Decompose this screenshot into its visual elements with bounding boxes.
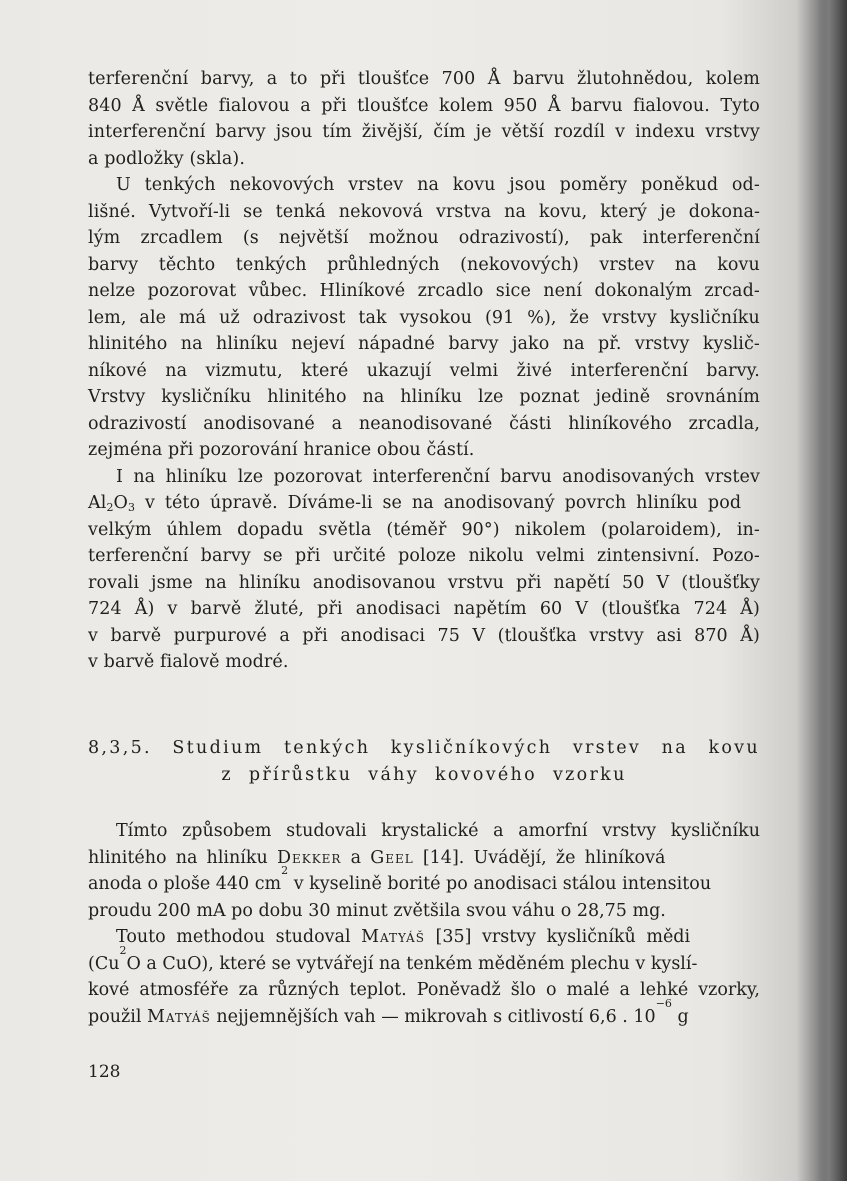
word: indexu	[635, 122, 696, 142]
word: od-	[731, 175, 760, 195]
superscript: 2	[281, 864, 289, 877]
text-line	[88, 596, 760, 623]
text-segment: g	[671, 1006, 689, 1027]
word: dopadu	[237, 519, 304, 540]
text-line	[88, 490, 760, 517]
heading-word: kovového	[434, 765, 537, 785]
text-segment: použil	[88, 1006, 147, 1027]
paragraph-1	[88, 66, 760, 172]
word: (tloušťka	[601, 599, 681, 619]
paragraph-3	[88, 464, 760, 676]
word: při	[321, 95, 347, 116]
text-line	[88, 199, 760, 226]
word: v	[88, 625, 98, 646]
word: tloušťce	[357, 95, 429, 116]
heading-word: vrstev	[572, 738, 642, 758]
word: žluté,	[254, 599, 305, 619]
text-segment: v této úpravě. Díváme-li se na anodisovaný povrch hliníku pod	[135, 493, 742, 513]
word: žlutohnědou,	[576, 69, 694, 89]
word: hlinitého	[88, 334, 168, 354]
word: jsme	[151, 572, 193, 593]
section-heading-line-1	[88, 735, 760, 762]
word: poněkud	[640, 175, 719, 195]
word: velkým	[88, 519, 152, 540]
book-spine-shadow	[817, 0, 847, 1181]
word: vrstev	[704, 466, 760, 487]
word: anodisované	[203, 413, 315, 434]
word: kovu,	[538, 201, 588, 222]
word: a	[279, 625, 290, 646]
word: anodisaci	[355, 599, 441, 619]
word: při	[295, 546, 321, 566]
word: kysličníku	[161, 387, 252, 407]
word: možnou	[368, 228, 439, 248]
page-number: 128	[88, 1062, 121, 1082]
word: U	[116, 175, 131, 195]
word: světla	[318, 519, 372, 540]
word: se	[263, 546, 283, 566]
text-line	[88, 818, 760, 845]
word: různých	[268, 980, 340, 1000]
text-line	[88, 252, 760, 279]
text-line	[88, 119, 760, 146]
word: nekovových	[229, 175, 335, 195]
word: (tloušťky	[681, 572, 760, 593]
word: %),	[527, 307, 557, 328]
word: při	[515, 572, 542, 593]
word: poznat	[519, 387, 580, 407]
word: vrstev	[599, 254, 655, 275]
text-line: v barvě fialově modré.	[88, 652, 289, 672]
word: barvě	[110, 625, 162, 646]
word: vysokou	[399, 307, 473, 328]
word: Å	[547, 95, 561, 116]
word: je	[475, 122, 492, 142]
text-line	[88, 172, 760, 199]
word: V	[656, 572, 670, 593]
word: dokonalým	[594, 281, 693, 301]
word: hliníku	[165, 466, 228, 487]
word: (nekovových)	[460, 254, 579, 275]
word: hliníku	[238, 572, 301, 593]
word: srovnáním	[666, 387, 760, 407]
word: tenkých	[144, 175, 216, 195]
text-line	[88, 225, 760, 252]
word: největší	[278, 228, 349, 248]
word: větší	[501, 122, 544, 142]
word: na	[674, 254, 697, 275]
text-line	[88, 943, 760, 978]
word: hliníkového	[568, 413, 672, 434]
word: vrstvy	[602, 307, 657, 328]
word: na	[562, 334, 585, 354]
word: terferenční	[88, 69, 189, 89]
word: amorfní	[518, 821, 588, 841]
word: lze	[478, 387, 504, 407]
text-segment: v kyselině borité po anodisaci stálou intensitou	[288, 874, 712, 894]
word: 50	[622, 572, 645, 593]
word: in-	[736, 519, 760, 540]
word: odrazivostí),	[458, 228, 570, 248]
word: níkové	[88, 360, 147, 381]
word: odrazivostí	[88, 413, 187, 434]
word: pozorovat	[273, 466, 363, 487]
word: vrstvy	[634, 334, 690, 354]
word: I	[116, 466, 124, 487]
word: interferenční	[642, 228, 760, 248]
word: jsou	[509, 175, 546, 195]
word: vrstvy	[705, 122, 760, 142]
section-heading-line-2	[88, 762, 760, 789]
text-line	[88, 623, 760, 650]
word: tenká	[275, 201, 326, 222]
word: na	[362, 387, 385, 407]
word: určité	[332, 546, 386, 566]
text-line	[88, 845, 760, 872]
paragraph-5	[88, 924, 760, 1030]
word: hlinitého	[267, 387, 347, 407]
word: (téměř	[386, 519, 447, 540]
word: fialovou	[218, 95, 290, 116]
word: zrcadlo	[417, 281, 484, 301]
word: kolem	[705, 69, 760, 89]
word: fialovou.	[633, 95, 710, 116]
word: 60	[539, 599, 563, 619]
word: (91	[484, 307, 515, 328]
word: neanodisované	[358, 413, 493, 434]
word: není	[543, 281, 583, 301]
word: lem,	[88, 307, 127, 328]
word: Hliníkové	[319, 281, 406, 301]
word: hliníku	[216, 334, 278, 354]
word: 90°)	[461, 519, 500, 540]
word: poměry	[559, 175, 628, 195]
word: terferenční	[88, 546, 189, 566]
word: tak	[358, 307, 387, 328]
body-text-bottom	[88, 818, 760, 1030]
word: těchto	[158, 254, 216, 275]
word: V	[472, 625, 486, 646]
subscript: 2	[119, 943, 127, 957]
text-segment: (Cu	[88, 953, 120, 974]
text-segment: a	[341, 847, 371, 868]
word: rovali	[88, 572, 140, 593]
word: vrstev	[348, 175, 404, 195]
word: v	[615, 122, 626, 142]
word: malé	[566, 980, 610, 1000]
text-line: a podložky (skla).	[88, 148, 245, 169]
word: barvu	[512, 69, 565, 89]
word: na	[133, 466, 156, 487]
word: barvy.	[706, 360, 760, 381]
word: barvy	[215, 122, 266, 142]
word: 700	[441, 69, 476, 89]
word: nápadné	[358, 334, 436, 354]
word: zrcadlem	[140, 228, 223, 248]
word: asi	[656, 625, 682, 646]
word: barvy	[88, 254, 139, 275]
word: Vytvoří-li	[148, 201, 231, 222]
word: Pozo-	[712, 546, 760, 566]
word: napětí	[553, 572, 610, 593]
text-line	[88, 570, 760, 597]
word: (tloušťka	[497, 625, 577, 646]
word: lišné.	[88, 201, 136, 222]
word: nejeví	[291, 334, 345, 354]
word: Å)	[740, 625, 760, 646]
word: Å	[132, 95, 145, 116]
word: za	[238, 980, 259, 1000]
word: dokona-	[688, 201, 760, 222]
heading-word: tenkých	[283, 738, 371, 758]
text-segment: [35] vrstvy kysličníků mědi	[424, 927, 691, 947]
word: a	[493, 821, 504, 841]
word: živější,	[361, 122, 424, 142]
text-line	[88, 66, 760, 93]
paragraph-2	[88, 172, 760, 464]
word: má	[178, 307, 207, 328]
word: a	[619, 980, 630, 1000]
word: Tímto	[116, 821, 168, 841]
word: lehké	[640, 980, 689, 1000]
word: jako	[511, 334, 550, 354]
word: kové	[88, 980, 130, 1000]
word: 950	[503, 95, 538, 116]
word: při	[319, 69, 346, 89]
word: vrstvy	[602, 821, 657, 841]
word: 724	[693, 599, 728, 619]
word: nelze	[88, 281, 136, 301]
word: šlo	[510, 980, 536, 1000]
word: jedině	[595, 387, 651, 407]
word: vrstvy	[589, 625, 644, 646]
word: Tyto	[720, 95, 760, 116]
text-segment: O a CuO), které se vytvářejí na tenkém měděném plechu v kyslí-	[126, 953, 698, 974]
text-line	[88, 358, 760, 385]
word: živé	[516, 360, 553, 381]
word: se	[243, 201, 263, 222]
word: kysličníku	[669, 307, 760, 328]
word: interferenční	[570, 360, 688, 381]
formula-al2o3: $Al_2O_3$	[88, 493, 136, 514]
word: rozdíl	[553, 122, 606, 142]
text-segment: nejjemnějších vah — mikrovah s citlivostí 6,6 . 10	[210, 1006, 656, 1027]
word: vrstvu	[447, 572, 504, 593]
word: kysličníku	[670, 821, 760, 841]
text-line	[88, 278, 760, 305]
word: barvy	[448, 334, 499, 354]
word: na	[504, 201, 526, 222]
word: (polaroidem),	[600, 519, 722, 540]
text-segment: [14]. Uvádějí, že hliníková	[413, 847, 666, 868]
word: pozorovat	[147, 281, 237, 301]
author-name: Matyáš	[147, 1006, 211, 1027]
word: na	[165, 360, 188, 381]
word: průhledných	[327, 254, 440, 275]
word: vizmutu,	[205, 360, 283, 381]
word: barvu	[500, 466, 552, 487]
word: vůbec.	[248, 281, 308, 301]
word: sice	[495, 281, 531, 301]
word: Å	[487, 69, 501, 89]
text-line	[88, 996, 760, 1031]
word: vrstva	[435, 201, 492, 222]
text-line	[88, 464, 760, 491]
word: nekovová	[338, 201, 424, 222]
word: barvě	[190, 599, 242, 619]
word: to	[289, 69, 308, 89]
word: tím	[322, 122, 352, 142]
text-line	[88, 305, 760, 332]
section-heading	[88, 735, 760, 789]
word: že	[569, 307, 590, 328]
word: tenkých	[235, 254, 307, 275]
text-line	[88, 517, 760, 544]
word: způsobem	[182, 821, 272, 841]
word: purpurové	[173, 625, 267, 646]
word: teplot.	[349, 980, 407, 1000]
word: anodisovanou	[312, 572, 436, 593]
text-line: zejména při pozorování hranice obou částí.	[88, 440, 475, 460]
word: velmi	[536, 546, 585, 566]
text-line	[88, 331, 760, 358]
word: interferenční	[372, 466, 490, 487]
text-line	[88, 864, 760, 898]
body-text-top	[88, 66, 760, 676]
heading-word: Studium	[172, 738, 264, 758]
word: studovali	[286, 821, 367, 841]
word: barvy,	[200, 69, 255, 89]
word: kovu	[717, 254, 760, 275]
word: V	[575, 599, 589, 619]
text-line	[88, 543, 760, 570]
word: interferenční	[88, 122, 206, 142]
heading-word: přírůstku	[248, 765, 353, 785]
word: na	[417, 175, 439, 195]
word: napětím	[453, 599, 527, 619]
word: 870	[694, 625, 728, 646]
word: v	[167, 599, 178, 619]
word: je	[659, 201, 676, 222]
paragraph-4	[88, 818, 760, 924]
text-line	[88, 384, 760, 411]
heading-word: vzorku	[552, 765, 627, 785]
word: o	[545, 980, 557, 1000]
text-line	[88, 93, 760, 120]
word: na	[204, 572, 227, 593]
word: který	[600, 201, 647, 222]
word: poloze	[398, 546, 457, 566]
word: 75	[437, 625, 460, 646]
word: velmi	[449, 360, 499, 381]
word: čím	[433, 122, 466, 142]
author-name: Matyáš	[361, 927, 425, 947]
text-line	[88, 411, 760, 438]
word: Å)	[740, 599, 760, 619]
word: odrazivost	[252, 307, 346, 328]
heading-word: na	[661, 738, 688, 758]
word: nikolem	[514, 519, 586, 540]
word: které	[301, 360, 349, 381]
word: tloušťce	[357, 69, 430, 89]
word: (s	[242, 228, 259, 248]
text-segment: hlinitého na hliníku	[88, 847, 277, 868]
word: zrcad-	[704, 281, 760, 301]
author-name: Dekker	[276, 847, 342, 868]
word: už	[219, 307, 240, 328]
word: a	[266, 69, 278, 89]
word: atmosféře	[139, 980, 229, 1000]
word: krystalické	[381, 821, 479, 841]
word: při	[302, 625, 328, 646]
word: a	[300, 95, 311, 116]
text-segment: Touto methodou studoval	[116, 927, 362, 947]
word: zrcadla,	[688, 413, 760, 434]
text-line	[88, 924, 760, 951]
heading-word: kovu	[708, 738, 760, 758]
word: jsou	[275, 122, 313, 142]
heading-word: váhy	[368, 765, 419, 785]
word: Poněvadž	[416, 980, 501, 1000]
word: a	[331, 413, 343, 434]
word: na	[180, 334, 203, 354]
word: barvu	[571, 95, 623, 116]
word: barvy	[200, 546, 251, 566]
word: světle	[155, 95, 209, 116]
word: 840	[88, 95, 122, 116]
word: kyslič-	[702, 334, 760, 354]
word: lze	[237, 466, 264, 487]
word: úhlem	[166, 519, 223, 540]
word: pak	[589, 228, 623, 248]
word: 724	[88, 599, 122, 619]
heading-word: z	[221, 765, 233, 785]
author-name: Geel	[370, 847, 414, 868]
word: ukazují	[366, 360, 432, 381]
word: kovu	[452, 175, 496, 195]
word: Vrstvy	[88, 387, 146, 407]
word: př.	[597, 334, 622, 354]
word: kolem	[439, 95, 494, 116]
text-line: proudu 200 mA po dobu 30 minut zvětšila svou váhu o 28,75 mg.	[88, 900, 666, 921]
word: Å)	[134, 599, 155, 619]
section-number: 8,3,5.	[88, 738, 152, 758]
text-segment: anoda o ploše 440 cm	[88, 874, 282, 894]
word: ale	[139, 307, 167, 328]
word: anodisaci	[340, 625, 426, 646]
word: zintensivní.	[597, 546, 700, 566]
word: lým	[88, 228, 121, 248]
word: hliníku	[400, 387, 463, 407]
word: anodisovaných	[562, 466, 695, 487]
superscript: −6	[655, 996, 672, 1010]
word: vzorky,	[698, 980, 760, 1000]
word: při	[317, 599, 343, 619]
heading-word: kysličníkových	[390, 738, 553, 758]
word: části	[509, 413, 552, 434]
word: nikolu	[468, 546, 524, 566]
